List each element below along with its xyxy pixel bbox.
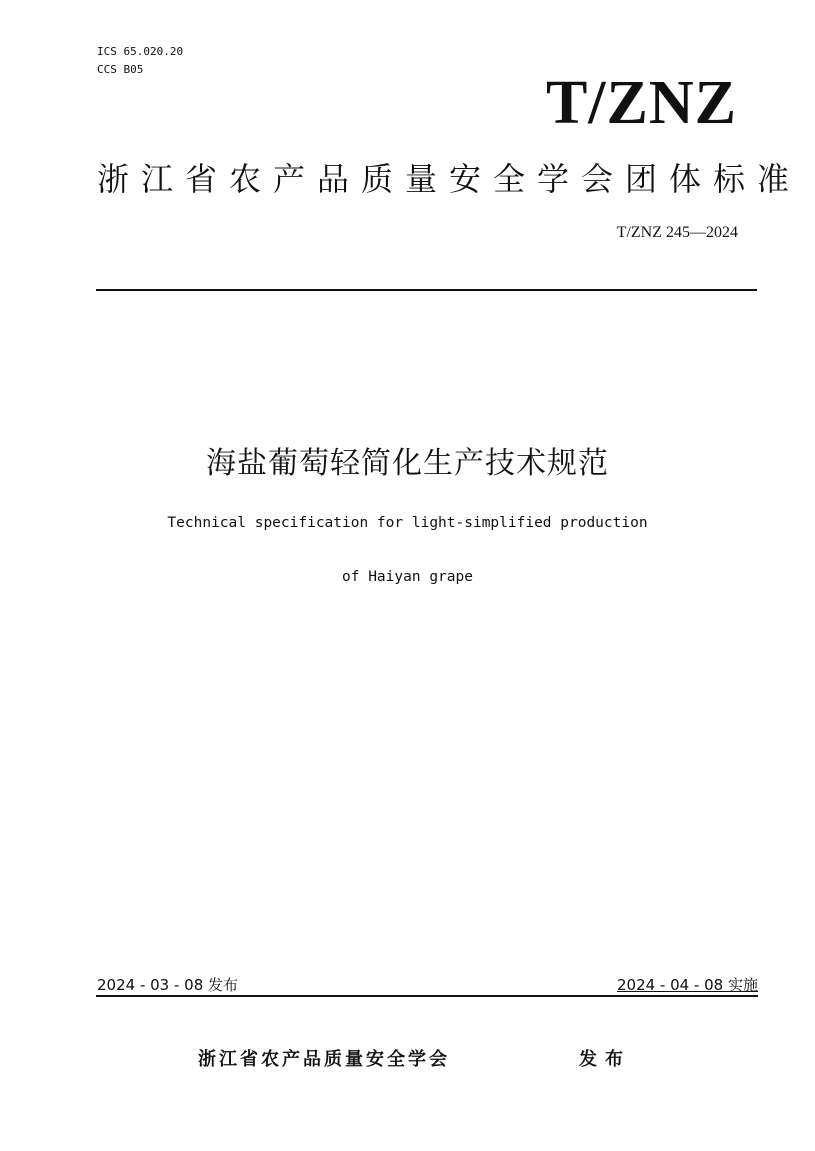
classification-codes [97,43,183,79]
ics-code: ICS 65.020.20 [97,45,184,58]
document-title-chinese: 海盐葡萄轻简化生产技术规范 [206,446,609,481]
publish-date: 2024 - 03 - 08 发布 [97,976,239,994]
implementation-date: 2024 - 04 - 08 实施 [616,976,758,994]
organization-standard-name: 浙江省农产品质量安全学会团体标准 [97,160,802,198]
publisher-name: 浙江省农产品质量安全学会 [198,1049,450,1070]
standard-brand-code: T/ZNZ [545,69,737,137]
standard-number: T/ZNZ 245—2024 [616,224,738,241]
top-divider [96,289,757,291]
bottom-divider [96,995,758,997]
ccs-code: CCS B05 [97,63,144,76]
document-title-english-line-1: Technical specification for light-simplified production [167,515,648,531]
publish-label: 发布 [579,1049,631,1070]
document-title-english-line-2: of Haiyan grape [342,569,473,585]
